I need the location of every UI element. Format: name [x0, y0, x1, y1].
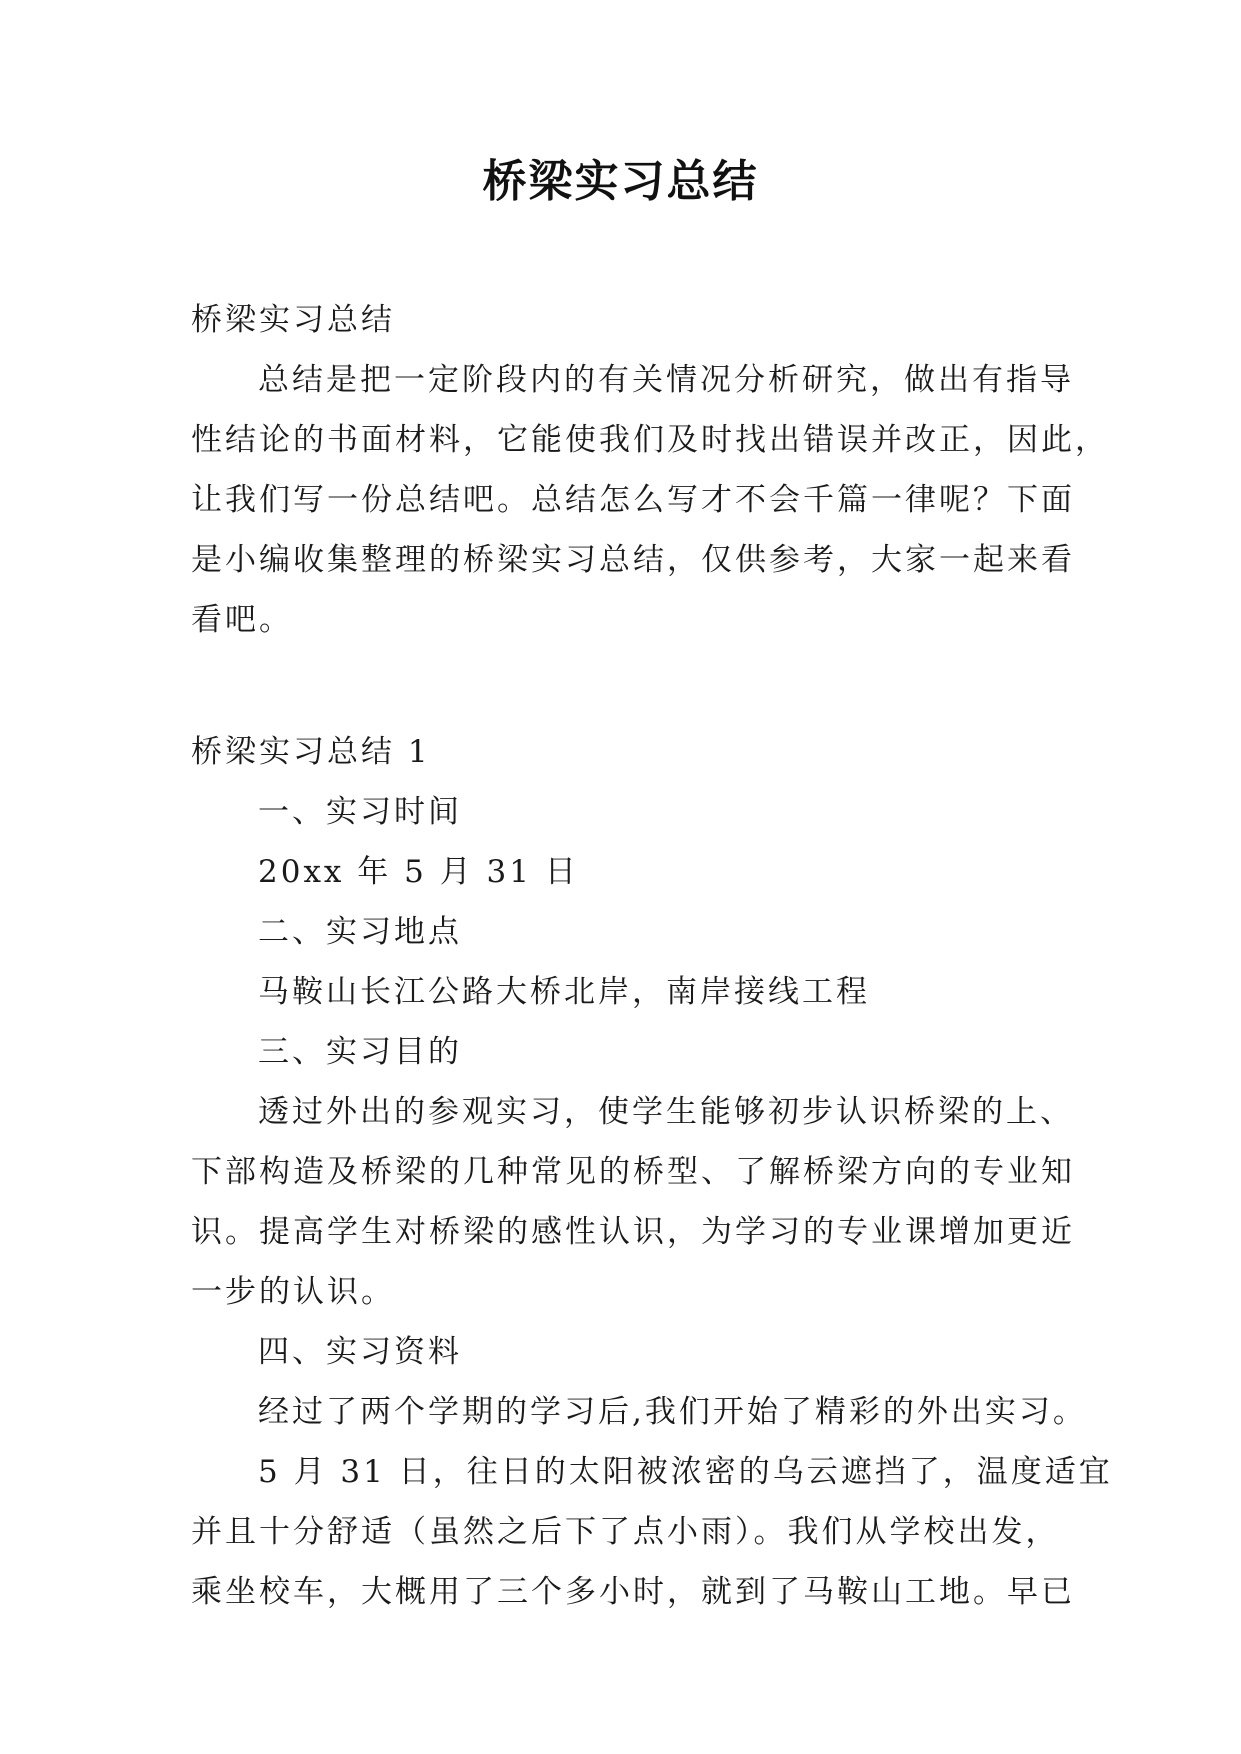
intro-paragraph [191, 350, 1109, 650]
intro-line: 看吧。 [191, 602, 293, 638]
purpose-paragraph [191, 1082, 1075, 1322]
material-paragraph [191, 1442, 1113, 1622]
intro-line: 是小编收集整理的桥梁实习总结，仅供参考，大家一起来看 [191, 542, 1075, 578]
document-heading: 桥梁实习总结 [191, 302, 395, 338]
purpose-line: 识。提高学生对桥梁的感性认识，为学习的专业课增加更近 [191, 1214, 1075, 1250]
material-line: 乘坐校车，大概用了三个多小时，就到了马鞍山工地。早已 [191, 1574, 1075, 1610]
material-heading: 四、实习资料 [258, 1334, 462, 1370]
place-heading: 二、实习地点 [258, 914, 462, 950]
intro-line: 性结论的书面材料，它能使我们及时找出错误并改正，因此， [191, 422, 1109, 458]
time-value: 20xx 年 5 月 31 日 [258, 854, 579, 890]
document-body [191, 290, 1113, 1622]
material-line: 经过了两个学期的学习后,我们开始了精彩的外出实习。 [258, 1394, 1087, 1430]
material-line: 并且十分舒适（虽然之后下了点小雨）。我们从学校出发， [191, 1514, 1060, 1550]
time-heading: 一、实习时间 [258, 794, 462, 830]
intro-line: 总结是把一定阶段内的有关情况分析研究，做出有指导 [258, 362, 1074, 398]
purpose-line: 透过外出的参观实习，使学生能够初步认识桥梁的上、 [258, 1094, 1074, 1130]
paragraph-gap [191, 650, 1061, 722]
document-title: 桥梁实习总结 [482, 156, 759, 207]
intro-line: 让我们写一份总结吧。总结怎么写才不会千篇一律呢？下面 [191, 482, 1075, 518]
section-title: 桥梁实习总结 1 [191, 734, 431, 770]
material-line: 5 月 31 日，往日的太阳被浓密的乌云遮挡了，温度适宜 [258, 1454, 1113, 1490]
purpose-heading: 三、实习目的 [258, 1034, 462, 1070]
place-value: 马鞍山长江公路大桥北岸，南岸接线工程 [258, 974, 870, 1010]
purpose-line: 下部构造及桥梁的几种常见的桥型、了解桥梁方向的专业知 [191, 1154, 1075, 1190]
purpose-line: 一步的认识。 [191, 1274, 395, 1310]
